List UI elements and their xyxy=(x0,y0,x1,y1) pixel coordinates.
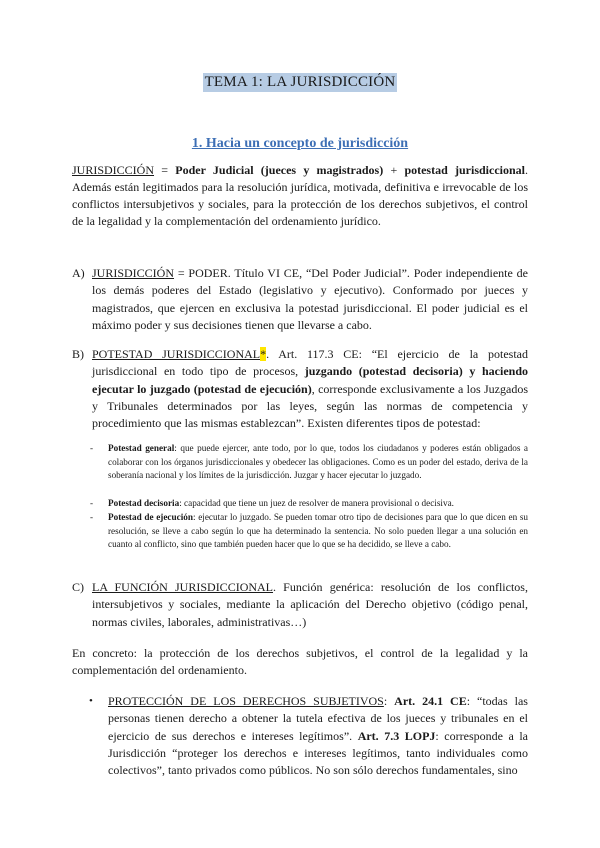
subitem-dash: - xyxy=(90,443,94,453)
definition-rest: Además están legitimados para la resolución jurídica, motivada, definitiva e irrevocable de los conflictos intersubjetivos y sociales, para la protección de los derechos subjetivos, el control de la legalidad y la complementación del ordenamiento jurídico. xyxy=(72,180,528,228)
item-c-label: C) xyxy=(72,580,84,594)
subitem-ejecucion xyxy=(90,511,529,552)
definition-eq: = xyxy=(154,163,176,177)
bullet-text3: : corresponde a la Jurisdicción “proteger los derechos e intereses legítimos, tanto individuales como colectivos”, tanto privados como públicos. No son sólo derechos fundamentales, sino xyxy=(108,728,528,778)
bullet-text2: : “todas las personas tienen derecho a obtener la tutela efectiva de los jueces y tribunales en el ejercicio de sus derechos e intereses legítimos”. xyxy=(108,694,528,743)
item-c-term: LA FUNCIÓN JURISDICCIONAL xyxy=(92,580,274,594)
subitem-general-bold: Potestad general xyxy=(108,443,175,453)
item-a xyxy=(72,265,528,334)
subitem-dash: - xyxy=(90,498,94,508)
page-title: TEMA 1: LA JURISDICCIÓN xyxy=(204,74,396,90)
bullet-bold2: Art. 7.3 LOPJ xyxy=(357,728,436,743)
subitem-general xyxy=(90,442,528,483)
subitem-ejecucion-text: : ejecutar lo juzgado. Se pueden tomar otro tipo de decisiones para que lo que dicen en su resolución, se lleve a cabo según lo que ha determinado la sentencia. No solo pueden llegar a una solución en cuanto al conflicto, sino que también pueden hacer que lo que se ha decidido, se lleve a cabo. xyxy=(108,512,529,549)
item-b-text2: , corresponde exclusivamente a los Juzgados y Tribunales determinados por las leyes, según las normas de competencia y procedimiento que las mismas establezcan”. Existen diferentes tipos de potestad: xyxy=(92,381,528,431)
definition-bold1: Poder Judicial (jueces y magistrados) xyxy=(175,163,384,177)
subitem-ejecucion-bold: Potestad de ejecución xyxy=(108,512,193,522)
item-b-label: B) xyxy=(72,347,84,361)
item-b-mark: * xyxy=(260,347,267,361)
bullet-item xyxy=(89,693,528,779)
item-c xyxy=(72,579,528,631)
item-a-label: A) xyxy=(72,266,85,280)
subitem-general-text: : que puede ejercer, ante todo, por lo que, todos los ciudadanos y poderes están obligados a colaborar con los órganos jurisdiccionales y obedecer las obligaciones. Como es un poder del estado, deriva de la soberanía nacional y los límites de la jurisdicción. Juzgar y hacer ejecutar lo juzgado. xyxy=(108,443,528,480)
item-a-term: JURISDICCIÓN xyxy=(92,266,175,280)
definition-paragraph xyxy=(72,162,528,230)
bullet-term: PROTECCIÓN DE LOS DERECHOS SUBJETIVOS xyxy=(108,694,384,708)
definition-plus: + xyxy=(383,163,405,177)
item-c-text: . Función genérica: resolución de los conflictos, intersubjetivos y sociales, mediante la aplicación del Derecho objetivo (código penal, normas civiles, laborales, administrativas…) xyxy=(92,580,528,629)
title-wrap xyxy=(0,73,600,92)
item-b-bold1: juzgando (potestad decisoria) y haciendo ejecutar lo juzgado (potestad de ejecución) xyxy=(92,364,528,396)
bullet-bold1: Art. 24.1 CE xyxy=(394,694,467,708)
item-b xyxy=(72,346,528,432)
item-b-text1: . Art. 117.3 CE: “El ejercicio de la potestad jurisdiccional en todo tipo de procesos, xyxy=(92,347,528,379)
bullet-icon: • xyxy=(89,695,93,707)
item-a-text: = PODER. Título VI CE, “Del Poder Judicial”. Poder independiente de los demás poderes del Estado (legislativo y ejecutivo). Conformado por jueces y magistrados, que ejercen en exclusiva la potestad jurisdiccional. El poder judicial es el máximo poder y sus decisiones tienen que llevarse a cabo. xyxy=(92,266,528,332)
definition-bold2: potestad jurisdiccional xyxy=(404,163,525,177)
subitem-dash: - xyxy=(90,512,94,522)
definition-end: . xyxy=(525,163,528,177)
subitem-decisoria-bold: Potestad decisoria xyxy=(108,498,180,508)
subitem-decisoria-text: : capacidad que tiene un juez de resolver de manera provisional o decisiva. xyxy=(179,498,454,508)
concrete-paragraph: En concreto: la protección de los derechos subjetivos, el control de la legalidad y la complementación del ordenamiento. xyxy=(72,646,528,677)
definition-term: JURISDICCIÓN xyxy=(72,163,155,177)
section-heading: 1. Hacia un concepto de jurisdicción xyxy=(191,136,409,151)
bullet-text1: : xyxy=(383,694,395,708)
subitem-decisoria xyxy=(90,497,528,511)
item-b-term: POTESTAD JURISDICCIONAL xyxy=(92,347,261,361)
